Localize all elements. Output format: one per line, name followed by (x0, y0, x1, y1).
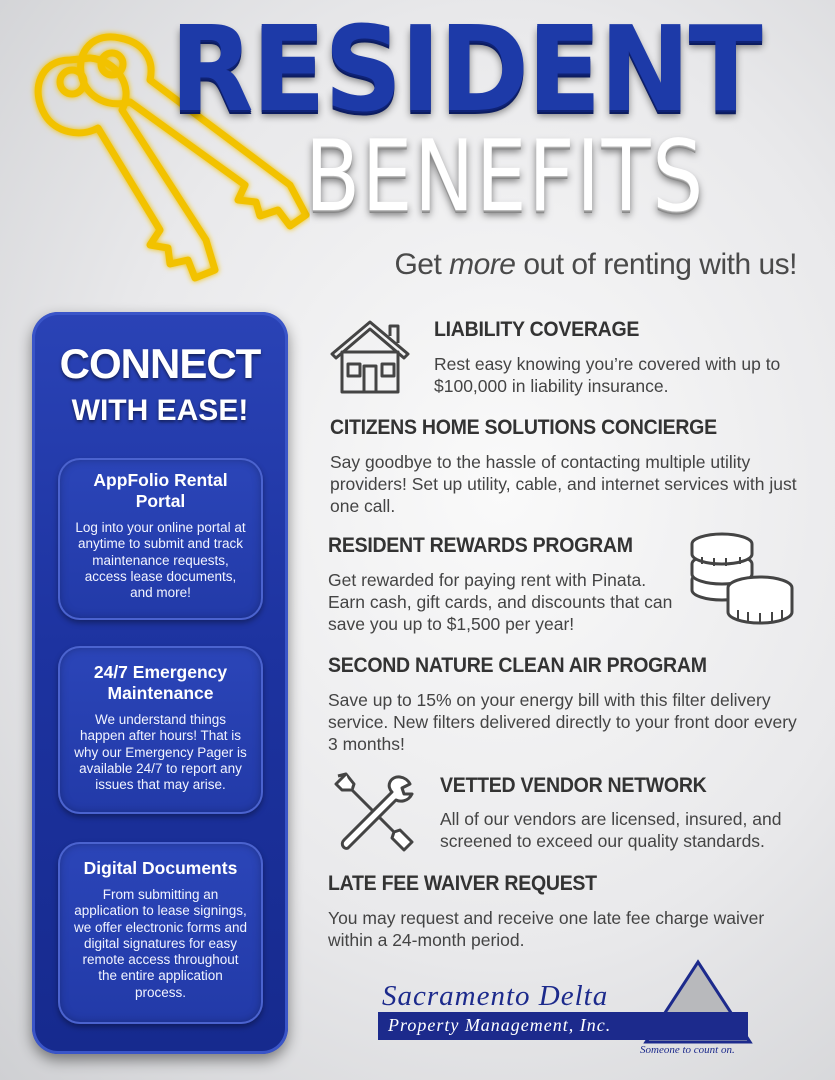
section-rewards-body: Get rewarded for paying rent with Pinata. Earn cash, gift cards, and discounts that can save you up to $1,500 per year! (328, 570, 673, 634)
panel-heading-line2: WITH EASE! (71, 394, 249, 427)
card-body: From submitting an application to lease signings, we offer electronic forms and digital signatures for easy remote access throughout the entire application process. (73, 887, 248, 1000)
connect-panel (32, 312, 288, 1054)
tagline-emphasis: more (449, 248, 516, 281)
company-logo (372, 958, 762, 1068)
section-vendor-title: VETTED VENDOR NETWORK (440, 774, 707, 797)
tagline-pre: Get (394, 248, 450, 281)
section-liability-title: LIABILITY COVERAGE (434, 318, 640, 341)
card-digital-documents (58, 842, 263, 1024)
section-rewards-title: RESIDENT REWARDS PROGRAM (328, 534, 633, 557)
tools-icon (332, 770, 418, 854)
card-appfolio-portal (58, 458, 263, 620)
section-concierge-title: CITIZENS HOME SOLUTIONS CONCIERGE (330, 416, 717, 439)
logo-subtitle: Property Management, Inc. (388, 1015, 612, 1035)
section-clean-air-title: SECOND NATURE CLEAN AIR PROGRAM (328, 654, 707, 677)
tagline-post: out of renting with us! (515, 248, 797, 281)
card-title: Digital Documents (83, 858, 238, 878)
coins-icon (686, 530, 798, 626)
card-title: AppFolio Rental Portal (93, 470, 228, 511)
section-late-fee-title: LATE FEE WAIVER REQUEST (328, 872, 597, 895)
tagline (394, 248, 797, 282)
logo-slogan: Someone to count on. (640, 1044, 735, 1056)
card-emergency-maintenance (58, 646, 263, 814)
section-liability-body: Rest easy knowing you’re covered with up to $100,000 in liability insurance. (434, 354, 781, 396)
card-title: 24/7 Emergency Maintenance (93, 662, 228, 703)
section-concierge-body: Say goodbye to the hassle of contacting multiple utility providers! Set up utility, cable, and internet services with just one call. (330, 452, 797, 516)
card-body: Log into your online portal at anytime to submit and track maintenance requests, access lease documents, and more! (75, 520, 246, 601)
section-vendor-body: All of our vendors are licensed, insured, and screened to exceed our quality standards. (440, 809, 782, 851)
section-late-fee-body: You may request and receive one late fee charge waiver within a 24-month period. (328, 908, 765, 950)
panel-heading-line1: CONNECT (59, 340, 261, 387)
house-icon (328, 316, 412, 396)
section-clean-air-body: Save up to 15% on your energy bill with this filter delivery service. New filters delivered directly to your front door every 3 months! (328, 690, 797, 754)
title-benefits: BENEFITS (305, 120, 705, 234)
logo-name: Sacramento Delta (382, 980, 609, 1012)
card-body: We understand things happen after hours! That is why our Emergency Pager is available 24/7 to report any issues that may arise. (74, 712, 247, 793)
title-resident: RESIDENT (170, 0, 761, 138)
